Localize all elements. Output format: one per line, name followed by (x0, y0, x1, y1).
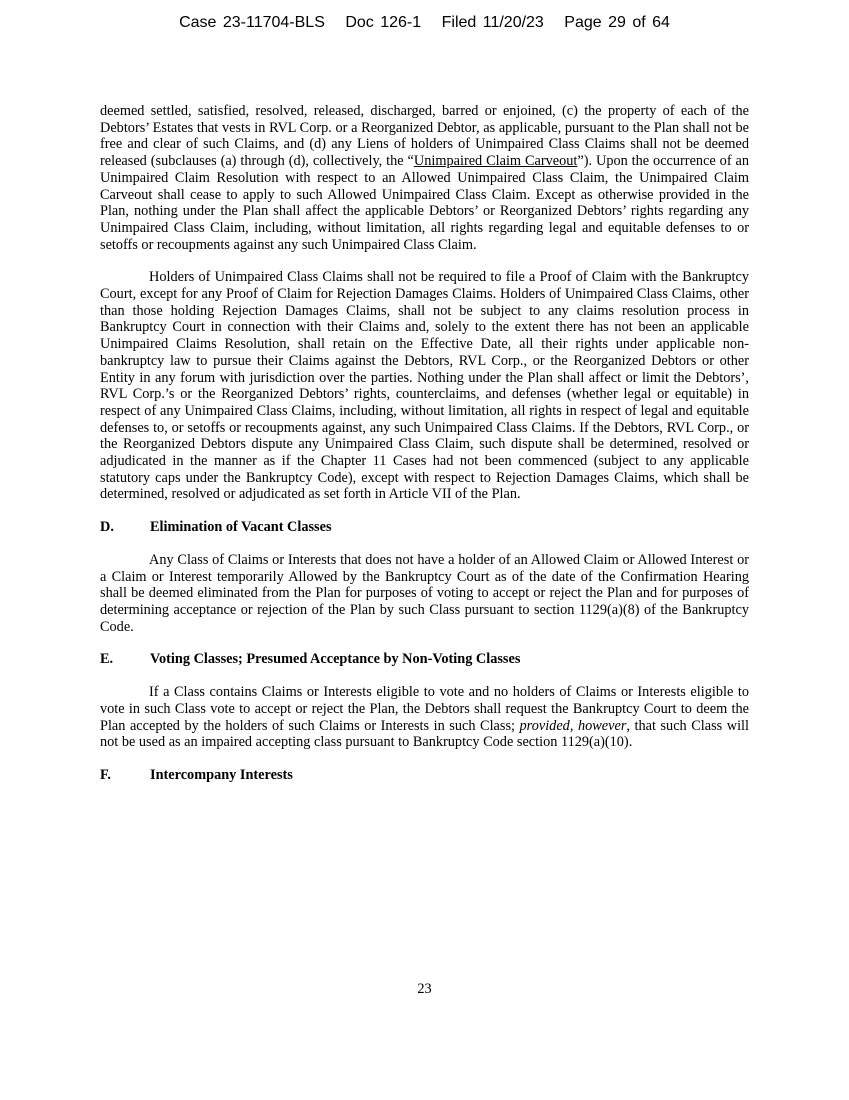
filed-date: Filed 11/20/23 (441, 14, 544, 31)
page-number: 23 (417, 981, 432, 997)
section-title: Voting Classes; Presumed Acceptance by Non-Voting Classes (150, 651, 521, 668)
doc-number: Doc 126-1 (345, 14, 422, 31)
section-heading-f (100, 767, 749, 784)
court-filing-header (0, 14, 849, 32)
section-letter: F. (100, 766, 111, 783)
section-title: Elimination of Vacant Classes (150, 519, 332, 536)
section-heading-e (100, 651, 749, 668)
italic-however: however (577, 717, 627, 734)
page-indicator: Page 29 of 64 (564, 14, 670, 31)
case-number: Case 23-11704-BLS (179, 14, 325, 31)
italic-provided: provided (519, 717, 570, 734)
paragraph-voting-classes: If a Class contains Claims or Interests eligible to vote and no holders of Claims or Interests eligible to vote in such Class vote to accept or reject the Plan, the Debtors shall request the Bankruptcy Court to deem the Plan accepted by the holders of such Claims or Interests in such Class; provided, however, that such Class will not be used as an impaired accepting class pursuant to Bankruptcy Code section 1129(a)(10). (100, 684, 749, 751)
section-heading-d (100, 519, 749, 536)
document-body (100, 103, 749, 800)
section-letter: D. (100, 519, 114, 536)
defined-term-unimpaired-claim-carveout: Unimpaired Claim Carveout (413, 153, 578, 170)
section-title: Intercompany Interests (150, 766, 293, 783)
section-letter: E. (100, 651, 114, 668)
paragraph-vacant-classes: Any Class of Claims or Interests that does not have a holder of an Allowed Claim or Allowed Interest or a Claim or Interest temporarily Allowed by the Bankruptcy Court as of the date of the Confirmation Hearing shall be deemed eliminated from the Plan for purposes of voting to accept or reject the Plan and for purposes of determining acceptance or rejection of the Plan by such Class pursuant to section 1129(a)(8) of the Bankruptcy Code. (100, 551, 749, 635)
paragraph-holders-unimpaired-claims: Holders of Unimpaired Class Claims shall not be required to file a Proof of Claim with the Bankruptcy Court, except for any Proof of Claim for Rejection Damages Claims. Holders of Unimpaired Class Claims, other than those holding Rejection Damages Claims, shall not be subject to any claims resolution process in Bankruptcy Court in connection with their Claims and, solely to the extent there has not been an applicable Unimpaired Claims Resolution, shall retain on the Effective Date, all their rights under applicable non-bankruptcy law to pursue their Claims against the Debtors, RVL Corp., or the Reorganized Debtors or other Entity in any forum with jurisdiction over the parties. Nothing under the Plan shall affect or limit the Debtors’, RVL Corp.’s or the Reorganized Debtors’ rights, counterclaims, and defenses (whether legal or equitable) in respect of any Unimpaired Class Claims, including, without limitation, all rights in respect of legal and equitable defenses to, or setoffs or recoupments against, any such Unimpaired Class Claims. If the Debtors, RVL Corp., or the Reorganized Debtors dispute any Unimpaired Class Claim, such dispute shall be determined, resolved or adjudicated in the manner as if the Chapter 11 Cases had not been commenced (subject to any applicable statutory caps under the Bankruptcy Code), except with respect to Rejection Damages Claims, which shall be determined, resolved or adjudicated as set forth in Article VII of the Plan. (100, 269, 749, 503)
paragraph-unimpaired-carveout: deemed settled, satisfied, resolved, released, discharged, barred or enjoined, (c) the property of each of the Debtors’ Estates that vests in RVL Corp. or a Reorganized Debtor, as applicable, pursuant to the Plan shall not be free and clear of such Claims, and (d) any Liens of holders of Unimpaired Class Claims shall not be deemed released (subclauses (a) through (d), collectively, the “Unimpaired Claim Carveout”). Upon the occurrence of an Unimpaired Claim Resolution with respect to an Allowed Unimpaired Class Claim, the Unimpaired Claim Carveout shall cease to apply to such Allowed Unimpaired Class Claim. Except as otherwise provided in the Plan, nothing under the Plan shall affect the applicable Debtors’ or Reorganized Debtors’ rights regarding any Unimpaired Class Claim, including, without limitation, all rights regarding legal and equitable defenses to or setoffs or recoupments against any such Unimpaired Class Claim. (100, 103, 749, 253)
